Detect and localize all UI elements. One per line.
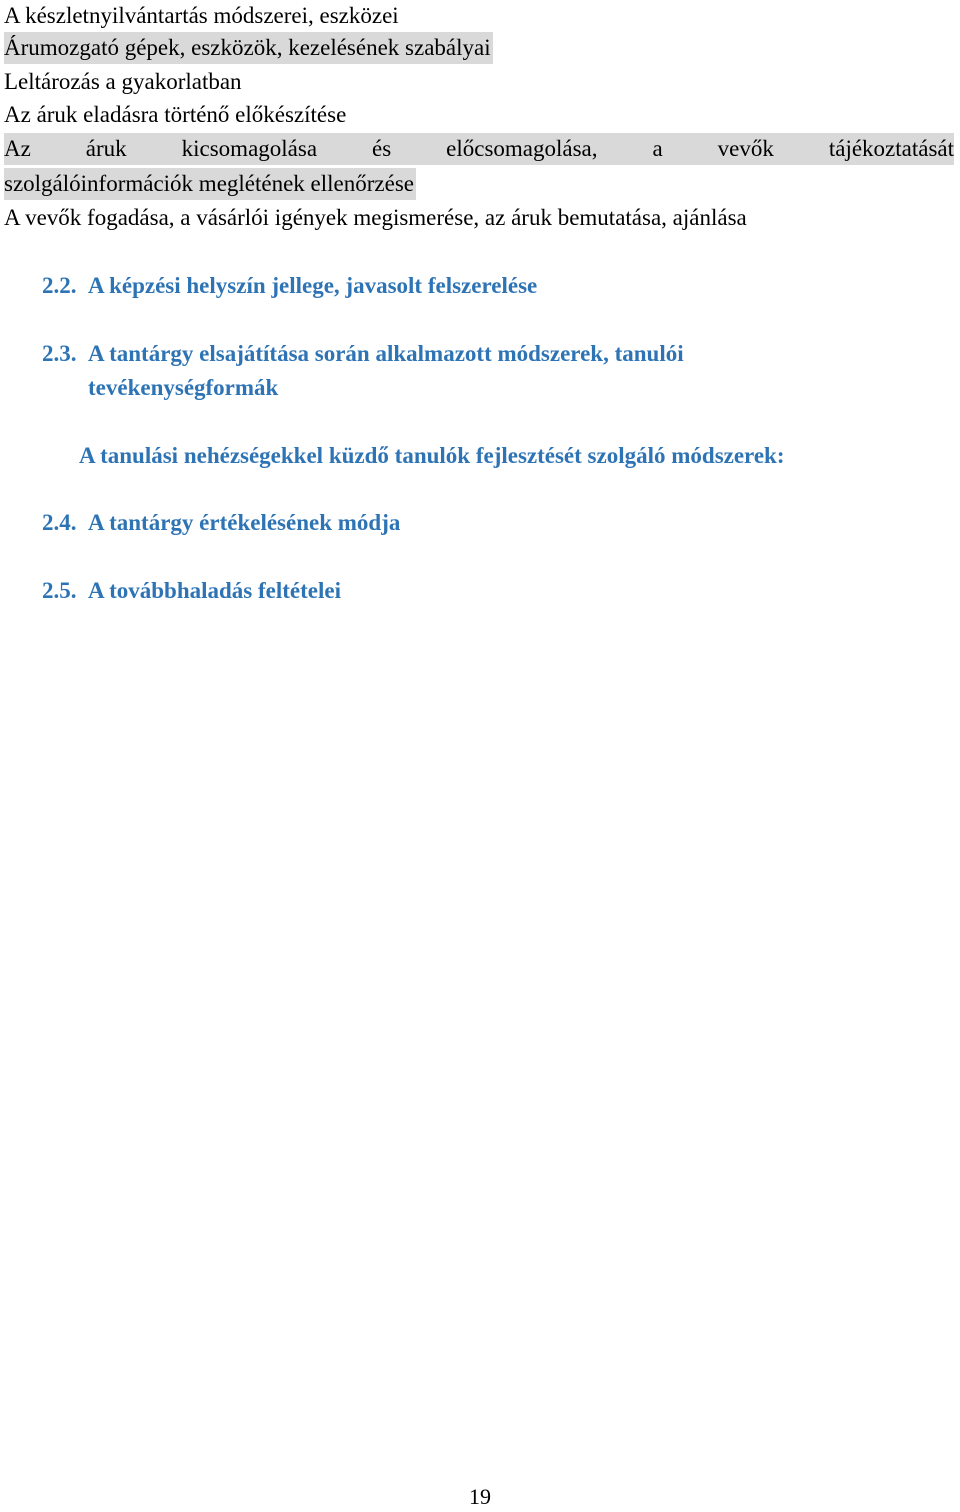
page-number: 19 [469, 1484, 491, 1509]
list-line: Az áruk kicsomagolása és előcsomagolása, a vevők tájékoztatását [4, 133, 954, 165]
section-heading-2-3 [42, 338, 684, 370]
section-number: 2.3. [42, 341, 77, 366]
list-line: A készletnyilvántartás módszerei, eszközei [4, 3, 399, 28]
section-heading-2-5 [42, 575, 341, 607]
section-number: 2.4. [42, 510, 77, 535]
section-number: 2.2. [42, 273, 77, 298]
subheading: A tanulási nehézségekkel küzdő tanulók fejlesztését szolgáló módszerek: [79, 443, 785, 468]
section-title: A tantárgy értékelésének módja [88, 510, 401, 535]
section-title: A képzési helyszín jellege, javasolt felszerelése [88, 273, 538, 298]
section-heading-2-2 [42, 270, 537, 302]
list-line: A vevők fogadása, a vásárlói igények megismerése, az áruk bemutatása, ajánlása [4, 205, 747, 230]
section-title: A tantárgy elsajátítása során alkalmazott módszerek, tanulói [88, 341, 684, 366]
list-line: Az áruk eladásra történő előkészítése [4, 102, 347, 127]
list-line: szolgálóinformációk meglétének ellenőrzése [4, 168, 416, 200]
section-number: 2.5. [42, 578, 77, 603]
section-title-continuation: tevékenységformák [88, 375, 279, 400]
list-line: Árumozgató gépek, eszközök, kezelésének szabályai [4, 32, 493, 64]
list-line: Leltározás a gyakorlatban [4, 69, 242, 94]
section-title: A továbbhaladás feltételei [88, 578, 341, 603]
section-heading-2-4 [42, 507, 400, 539]
